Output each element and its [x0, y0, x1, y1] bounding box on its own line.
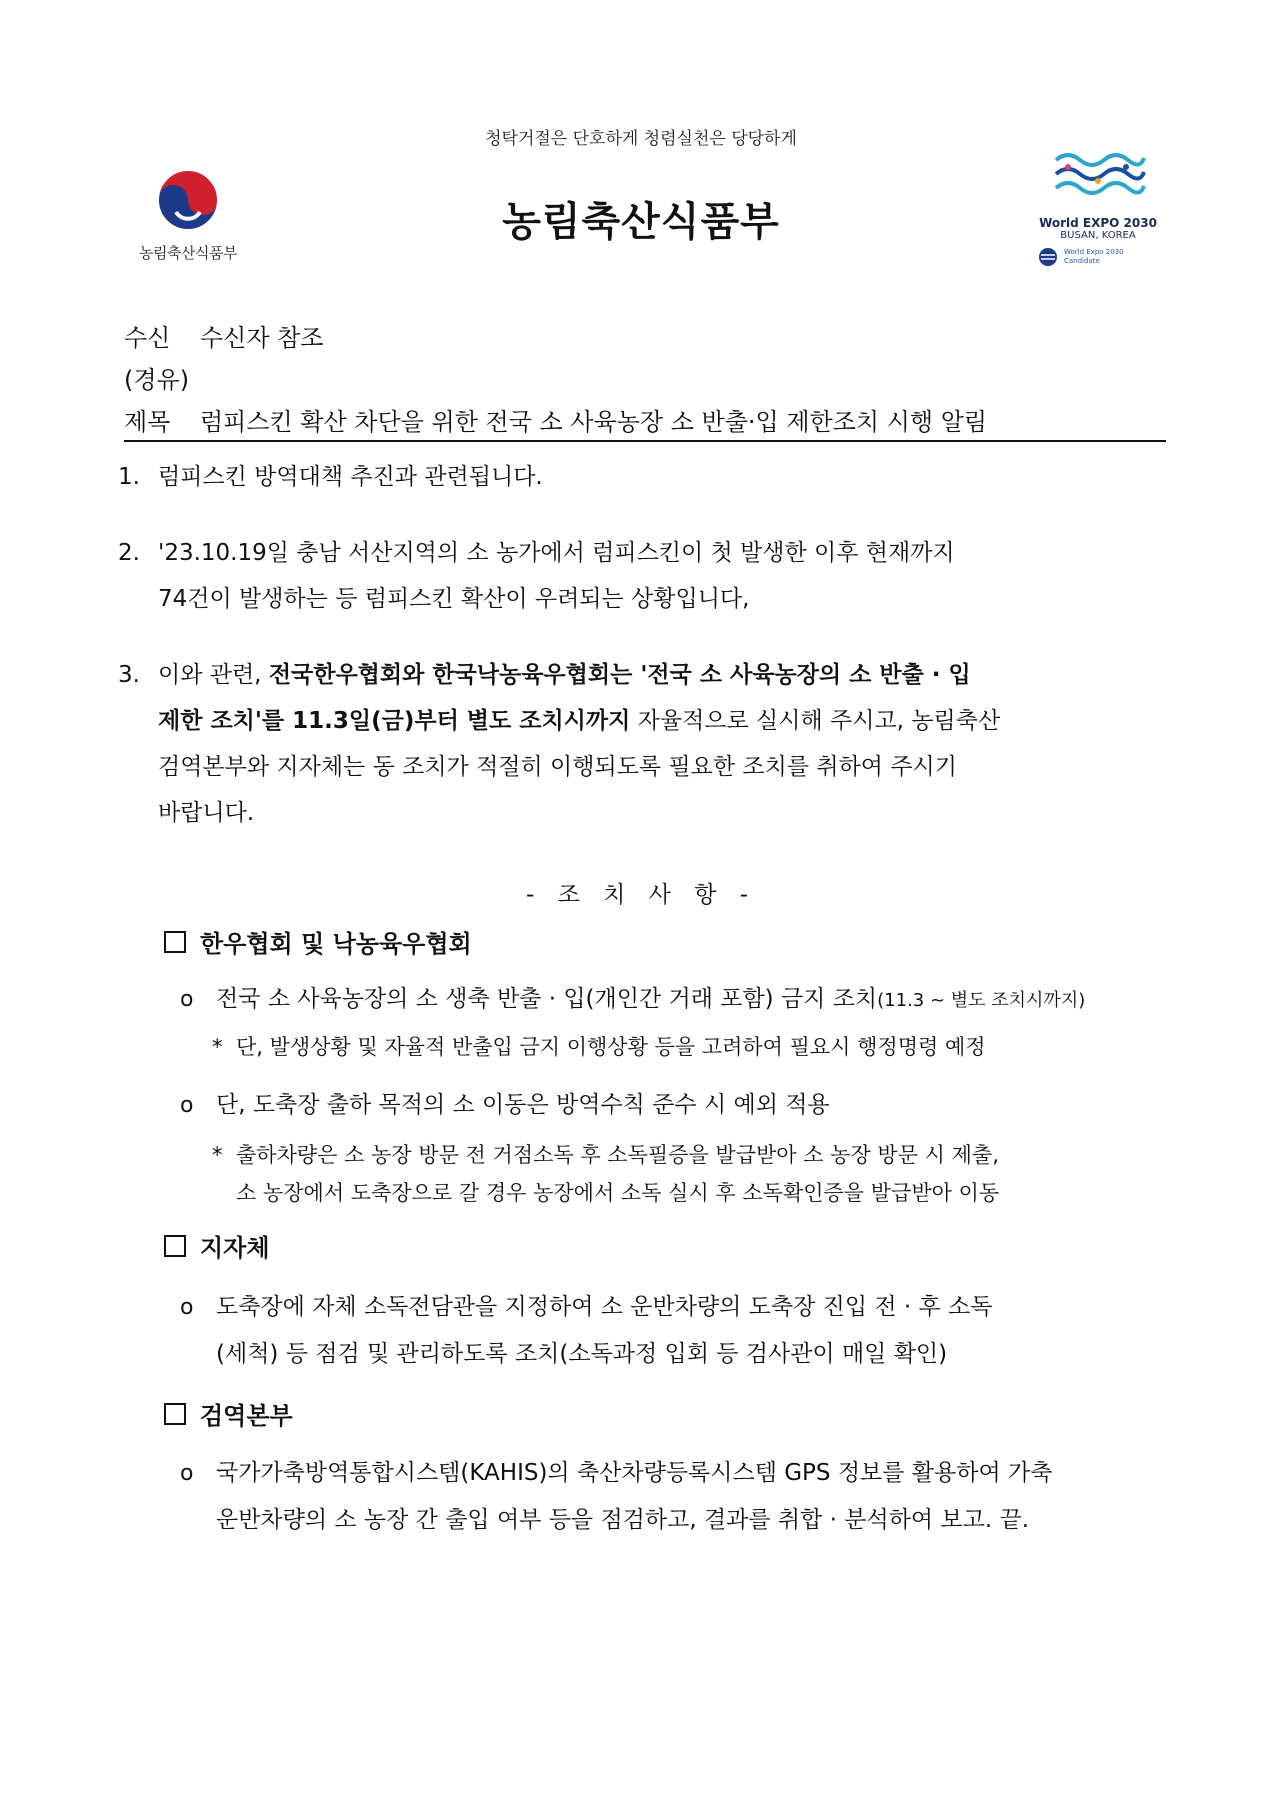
- bullet-text: 전국 소 사육농장의 소 생축 반출 · 입(개인간 거래 포함) 금지 조치: [216, 986, 878, 1012]
- section-heading: [164, 924, 472, 959]
- paragraph-number: 2.: [118, 540, 140, 566]
- recipient-label: 수신: [124, 324, 171, 352]
- bullet-small-text: (11.3 ~ 별도 조치시까지): [877, 990, 1086, 1011]
- expo-line1: World EXPO 2030: [1039, 216, 1157, 230]
- note-item: [212, 1136, 1172, 1212]
- note-text: 소 농장에서 도축장으로 갈 경우 농장에서 소독 실시 후 소독확인증을 발급받아 이동: [236, 1181, 1000, 1205]
- subject-label: 제목: [124, 408, 171, 436]
- recipient-row: [124, 318, 324, 353]
- section-title: 한우협회 및 낙농육우협회: [200, 930, 472, 958]
- note-text: 출하차량은 소 농장 방문 전 거점소독 후 소독필증을 발급받아 소 농장 방문 시 제출,: [236, 1143, 999, 1167]
- bullet-text: 운반차량의 소 농장 간 출입 여부 등을 점검하고, 결과를 취합 · 분석하여 보고. 끝.: [216, 1507, 1030, 1533]
- paragraph-3: [118, 652, 1168, 836]
- subject-divider: [124, 440, 1166, 442]
- bullet-icon: o: [180, 1093, 194, 1118]
- subject-row: [124, 402, 987, 437]
- expo-candidate-2: Candidate: [1064, 257, 1100, 265]
- section-title: 지자체: [200, 1234, 270, 1262]
- paragraph-bold: 제한 조치'를 11.3일(금)부터 별도 조치시까지: [158, 708, 631, 734]
- paragraph-text: 이와 관련,: [158, 662, 269, 688]
- motto: 청탁거절은 단호하게 청렴실천은 당당하게: [485, 129, 797, 149]
- checkbox-square-icon: [164, 931, 186, 953]
- subject-value: 럼피스킨 확산 차단을 위한 전국 소 사육농장 소 반출·입 제한조치 시행 알림: [200, 408, 988, 436]
- bullet-item: [180, 1450, 1170, 1543]
- asterisk-icon: *: [212, 1143, 223, 1167]
- via-row: (경유): [124, 366, 190, 394]
- checkbox-square-icon: [164, 1403, 186, 1425]
- bullet-icon: o: [180, 1461, 194, 1486]
- checkbox-square-icon: [164, 1235, 186, 1257]
- paragraph-number: 3.: [118, 662, 140, 688]
- expo-wave-icon: [1048, 148, 1148, 208]
- paragraph-text: 바랍니다.: [158, 800, 255, 826]
- logo-left-text: 농림축산식품부: [139, 244, 237, 262]
- paragraph-text: 검역본부와 지자체는 동 조치가 적절히 이행되도록 필요한 조치를 취하여 주시기: [158, 754, 957, 780]
- bullet-text: 국가가축방역통합시스템(KAHIS)의 축산차량등록시스템 GPS 정보를 활용하여 가축: [216, 1460, 1053, 1486]
- note-text: 단, 발생상황 및 자율적 반출입 금지 이행상황 등을 고려하여 필요시 행정명령 예정: [236, 1035, 986, 1059]
- paragraph-bold: 전국한우협회와 한국낙농육우협회는 '전국 소 사육농장의 소 반출 · 입: [268, 662, 971, 688]
- bullet-item: [180, 976, 1170, 1024]
- expo-candidate-icon: [1038, 247, 1058, 267]
- expo-logo: [1028, 148, 1168, 267]
- bullet-text: 도축장에 자체 소독전담관을 지정하여 소 운반차량의 도축장 진입 전 · 후 소독: [216, 1294, 993, 1320]
- paragraph-text: 74건이 발생하는 등 럼피스킨 확산이 우려되는 상황입니다,: [158, 586, 750, 612]
- paragraph-text: 자율적으로 실시해 주시고, 농림축산: [630, 708, 1001, 734]
- section-title: 검역본부: [200, 1402, 293, 1430]
- asterisk-icon: *: [212, 1035, 223, 1059]
- bullet-icon: o: [180, 1295, 194, 1320]
- recipient-value: 수신자 참조: [200, 324, 324, 352]
- expo-line2: BUSAN, KOREA: [1060, 230, 1136, 241]
- bullet-icon: o: [180, 987, 194, 1012]
- paragraph-text: '23.10.19일 충남 서산지역의 소 농가에서 럼피스킨이 첫 발생한 이후 현재까지: [158, 540, 955, 566]
- expo-candidate-1: World Expo 2030: [1064, 248, 1124, 256]
- bullet-text: 단, 도축장 출하 목적의 소 이동은 방역수칙 준수 시 예외 적용: [216, 1092, 830, 1118]
- measures-title: - 조 치 사 항 -: [525, 882, 757, 908]
- paragraph-1: [118, 454, 1168, 500]
- bullet-item: [180, 1284, 1170, 1377]
- bullet-item: [180, 1082, 1170, 1129]
- section-heading: [164, 1228, 270, 1263]
- note-item: [212, 1028, 1172, 1066]
- org-title: 농림축산식품부: [502, 199, 780, 245]
- section-heading: [164, 1396, 293, 1431]
- bullet-text: (세척) 등 점검 및 관리하도록 조치(소독과정 입회 등 검사관이 매일 확인): [216, 1341, 948, 1367]
- paragraph-text: 럼피스킨 방역대책 추진과 관련됩니다.: [158, 464, 543, 490]
- paragraph-2: [118, 530, 1168, 622]
- expo-candidate: [1038, 247, 1168, 267]
- paragraph-number: 1.: [118, 464, 140, 490]
